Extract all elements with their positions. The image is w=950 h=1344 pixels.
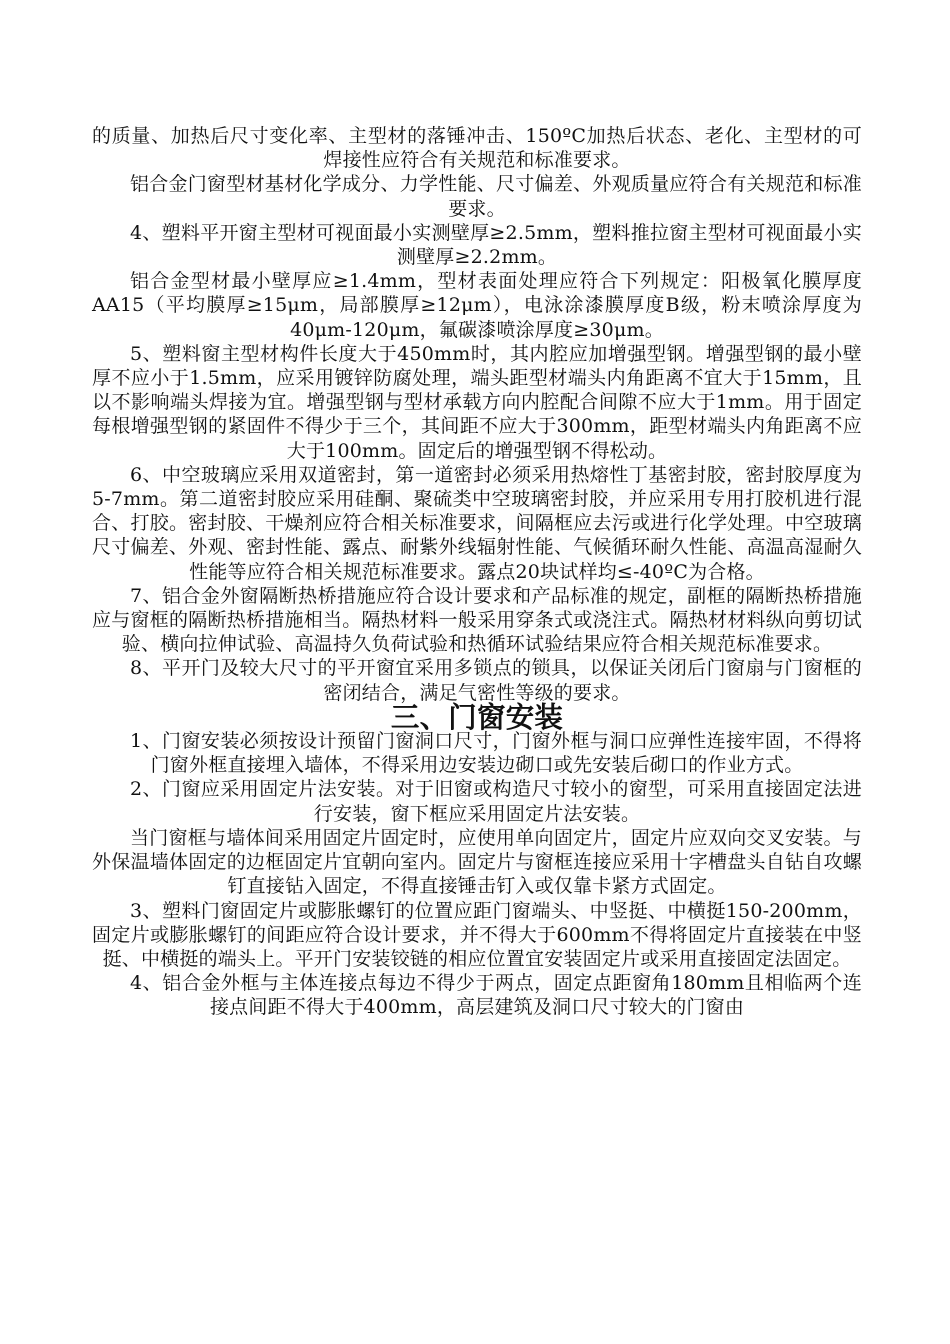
paragraph-p4: 铝合金型材最小壁厚应≥1.4mm，型材表面处理应符合下列规定：阳极氧化膜厚度AA15（平均膜厚≥15μm，局部膜厚≥12μm），电泳涂漆膜厚度B级，粉末喷涂厚度为40μm-120μm，氟碳漆喷涂厚度≥30μm。 <box>92 270 862 341</box>
paragraph-p8: 8、平开门及较大尺寸的平开窗宜采用多锁点的锁具，以保证关闭后门窗扇与门窗框的密闭结合，满足气密性等级的要求。 <box>130 657 862 704</box>
paragraph-p5: 5、塑料窗主型材构件长度大于450mm时，其内腔应加增强型钢。增强型钢的最小壁厚不应小于1.5mm，应采用镀锌防腐处理，端头距型材端头内角距离不宜大于15mm，且以不影响端头焊接为宜。增强型钢与型材承载方向内腔配合间隙不应大于1mm。用于固定每根增强型钢的紧固件不得少于三个，其间距不应大于300mm，距型材端头内角距离不应大于100mm。固定后的增强型钢不得松动。 <box>92 342 862 462</box>
paragraph-p7: 7、铝合金外窗隔断热桥措施应符合设计要求和产品标准的规定，副框的隔断热桥措施应与窗框的隔断热桥措施相当。隔热材料一般采用穿条式或浇注式。隔热材材料纵向剪切试验、横向拉伸试验、高温持久负荷试验和热循环试验结果应符合相关规范标准要求。 <box>92 584 862 656</box>
paragraph-p2: 铝合金门窗型材基材化学成分、力学性能、尺寸偏差、外观质量应符合有关规范和标准要求。 <box>130 173 862 220</box>
paragraph-p3: 4、塑料平开窗主型材可视面最小实测壁厚≥2.5mm，塑料推拉窗主型材可视面最小实测壁厚≥2.2mm。 <box>130 221 862 269</box>
section-heading: 三、门窗安装 <box>390 699 564 734</box>
paragraph-p12: 3、塑料门窗固定片或膨胀螺钉的位置应距门窗端头、中竖挺、中横挺150-200mm，固定片或膨胀螺钉的间距应符合设计要求，并不得大于600mm不得将固定片直接装在中竖挺、中横挺的端头上。平开门安装铰链的相应位置宜安装固定片或采用直接固定法固定。 <box>92 899 862 970</box>
paragraph-p9: 1、门窗安装必须按设计预留门窗洞口尺寸，门窗外框与洞口应弹性连接牢固，不得将门窗外框直接埋入墙体，不得采用边安装边砌口或先安装后砌口的作业方式。 <box>130 730 862 777</box>
document-page <box>92 124 862 1020</box>
paragraph-p11: 当门窗框与墙体间采用固定片固定时，应使用单向固定片，固定片应双向交叉安装。与外保温墙体固定的边框固定片宜朝向室内。固定片与窗框连接应采用十字槽盘头自钻自攻螺钉直接钻入固定，不得直接锤击钉入或仅靠卡紧方式固定。 <box>92 826 862 898</box>
paragraph-p6: 6、中空玻璃应采用双道密封，第一道密封必须采用热熔性丁基密封胶，密封胶厚度为5-7mm。第二道密封胶应采用硅酮、聚硫类中空玻璃密封胶，并应采用专用打胶机进行混合、打胶。密封胶、干燥剂应符合相关标准要求，间隔框应去污或进行化学处理。中空玻璃尺寸偏差、外观、密封性能、露点、耐紫外线辐射性能、气候循环耐久性能、高温高湿耐久性能等应符合相关规范标准要求。露点20块试样均≤-40ºC为合格。 <box>92 463 862 583</box>
paragraph-p10: 2、门窗应采用固定片法安装。对于旧窗或构造尺寸较小的窗型，可采用直接固定法进行安装，窗下框应采用固定片法安装。 <box>130 778 862 825</box>
paragraph-p1: 的质量、加热后尺寸变化率、主型材的落锤冲击、150ºC加热后状态、老化、主型材的可焊接性应符合有关规范和标准要求。 <box>92 125 862 172</box>
paragraph-p13: 4、铝合金外框与主体连接点每边不得少于两点，固定点距窗角180mm且相临两个连接点间距不得大于400mm，高层建筑及洞口尺寸较大的门窗由 <box>130 972 862 1019</box>
